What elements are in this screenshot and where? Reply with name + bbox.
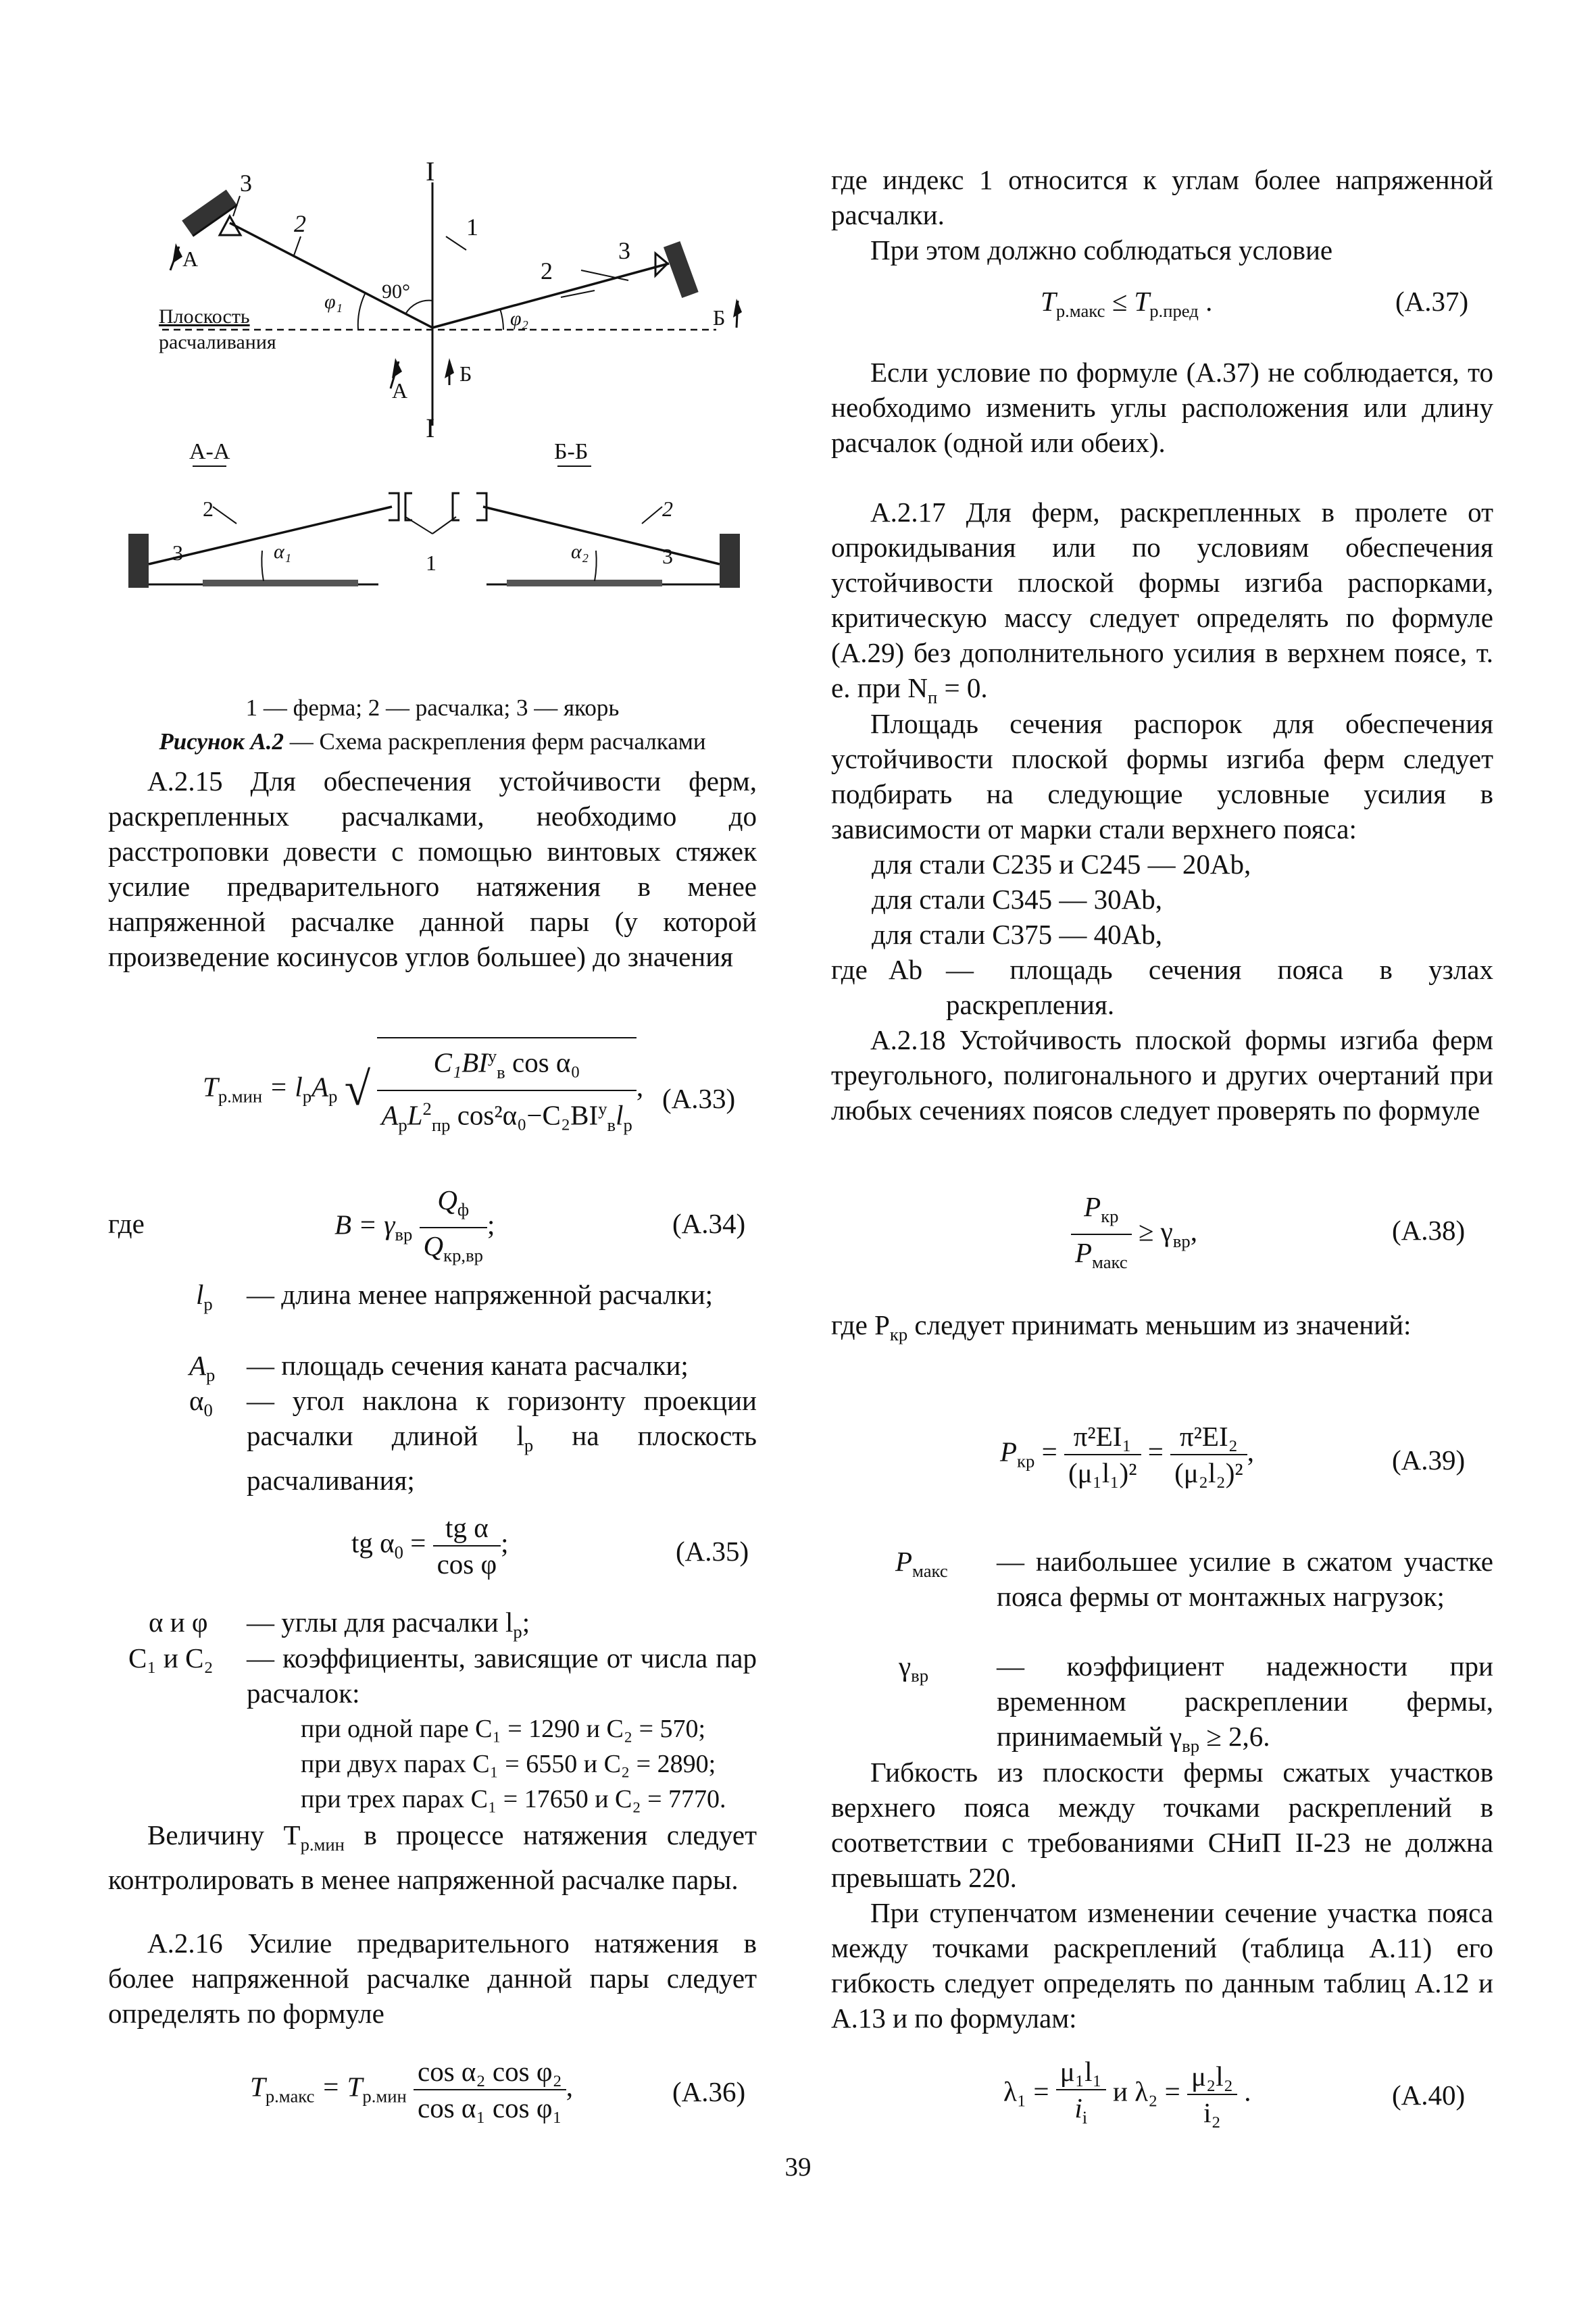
def-Pmax-sub: макс bbox=[912, 1561, 948, 1582]
eq39-den2: (μ₂l₂)² bbox=[1174, 1457, 1243, 1488]
paragraph-tr-min-control bbox=[108, 1817, 757, 1897]
def-gamma-symbol bbox=[899, 1649, 997, 1693]
eq33-den-sup2: у bbox=[598, 1098, 607, 1119]
eq40-den2: i₂ bbox=[1203, 2097, 1221, 2129]
c-values-line-2: при двух парах C₁ = 6550 и C₂ = 2890; bbox=[301, 1750, 716, 1778]
eq33-T: T bbox=[203, 1071, 218, 1103]
eq40-l1: λ₁ = bbox=[1003, 2076, 1056, 2107]
fig-label-phi1: φ₁ bbox=[324, 291, 343, 313]
def-a0-sub: 0 bbox=[203, 1400, 213, 1421]
eq33-l-sub: р bbox=[302, 1086, 312, 1107]
ab-where: где bbox=[831, 954, 868, 985]
formula-a33: $T_{р.мин} = l_рA_р$ √ $\frac{C_1BI^у_в \cos \alpha_0}{A_рL^2_{пр} \cos^2\alpha_0-C_2BI^у_вl_р}$ , bbox=[203, 1037, 643, 1142]
eq40-den1-sub: i bbox=[1082, 2107, 1088, 2128]
def-aphi-sub: р bbox=[513, 1621, 522, 1642]
eq38-den: P bbox=[1075, 1237, 1093, 1269]
def-Pmax-text: — наибольшее усилие в сжатом участке пояса фермы от монтажных нагрузок; bbox=[997, 1546, 1493, 1612]
eq33-A: A bbox=[311, 1071, 329, 1103]
eq33-T-sub: р.мин bbox=[218, 1086, 263, 1107]
eq34-den: Q bbox=[423, 1230, 444, 1262]
formula-a35 bbox=[351, 1510, 509, 1582]
eq38-fraction bbox=[1071, 1189, 1132, 1280]
eq34-fraction bbox=[420, 1182, 487, 1273]
formula-a40 bbox=[1003, 2054, 1251, 2135]
where-label: где bbox=[108, 1208, 145, 1239]
figure-legend: 1 — ферма; 2 — расчалка; 3 — якорь bbox=[245, 695, 620, 721]
fig-sec-alpha2: α₂ bbox=[571, 540, 589, 563]
eq38-tail: ≥ γ bbox=[1131, 1215, 1173, 1247]
eq34-lhs: B = γ bbox=[334, 1209, 395, 1240]
fig-label-B: Б bbox=[713, 305, 726, 330]
eq38-den-sub: макс bbox=[1092, 1252, 1128, 1273]
def-aphi-text-a: — углы для расчалки l bbox=[247, 1607, 514, 1638]
paragraph-a-2-17 bbox=[831, 495, 1493, 715]
eq-number-a35: (А.35) bbox=[676, 1536, 749, 1567]
fig-label-B-bottom: Б bbox=[459, 361, 472, 386]
fig-sec-3-left: 3 bbox=[172, 540, 183, 565]
eq34-tail: ; bbox=[487, 1209, 495, 1240]
formula-a36 bbox=[250, 2054, 573, 2126]
eq39-lhs-sub: кр bbox=[1017, 1451, 1035, 1472]
eq34-lhs-sub: вр bbox=[395, 1224, 413, 1244]
figure-caption-label: Рисунок А.2 bbox=[159, 728, 284, 755]
eq36-lhs: T bbox=[250, 2071, 266, 2103]
paragraph-condition: При этом должно соблюдаться условие bbox=[870, 234, 1333, 266]
steel-line-1: для стали С235 и С245 — 20Аb, bbox=[872, 849, 1251, 880]
paragraph-stepped-section: При ступенчатом изменении сечение участка пояса между точками раскреплений (таблица А.11) его гибкость следует определять по данным таблиц А.12 и А.13 и по формулам: bbox=[831, 1897, 1493, 2034]
eq37-b-sub: р.пред bbox=[1149, 301, 1199, 322]
p7-b: следует принимать меньшим из значений: bbox=[907, 1309, 1412, 1340]
eq38-tail-sub: вр bbox=[1172, 1230, 1191, 1251]
def-C-symbol: C₁ и C₂ bbox=[128, 1642, 214, 1674]
fig-sec-2-right: 2 bbox=[662, 497, 673, 521]
eq36-num: cos α₂ cos φ₂ bbox=[414, 2054, 566, 2090]
eq-number-a36: (А.36) bbox=[672, 2076, 746, 2107]
fig-plane-label: Плоскость bbox=[159, 305, 250, 328]
def-Ap-sub: р bbox=[206, 1365, 216, 1386]
eq33-den-L: L bbox=[407, 1099, 423, 1131]
eq-number-a39: (А.39) bbox=[1392, 1444, 1466, 1476]
def-gamma-text-a: — коэффициент надежности при временном раскреплении фермы, принимаемый γ bbox=[997, 1651, 1493, 1752]
eq35-num: tg α bbox=[433, 1510, 501, 1546]
def-lp-symbol bbox=[196, 1277, 243, 1322]
eq33-den-tail: cos²α₀−C₂BI bbox=[450, 1099, 599, 1131]
eq40-l2: λ₂ = bbox=[1134, 2076, 1188, 2107]
eq38-num-sub: кр bbox=[1101, 1206, 1119, 1227]
def-a0-sym: α bbox=[189, 1385, 204, 1416]
paragraph-a-2-16: А.2.16 Усилие предварительного натяжения в более напряженной расчалке данной пары следует определять по формуле bbox=[108, 1928, 757, 2029]
eq40-fraction-2 bbox=[1187, 2059, 1237, 2130]
figure-a2 bbox=[108, 155, 757, 696]
eq33-den-A: A bbox=[381, 1099, 399, 1131]
eq33-den-L-sup: 2 bbox=[422, 1098, 432, 1119]
eq40-and: и bbox=[1105, 2076, 1135, 2107]
def-lp-sub: р bbox=[203, 1294, 213, 1315]
p4-b: = 0. bbox=[937, 672, 988, 703]
anchor-left-top bbox=[182, 190, 237, 236]
eq36-den: cos α₁ cos φ₁ bbox=[418, 2092, 562, 2123]
def-a0-text-a: — угол наклона к горизонту проекции расчалки длиной l bbox=[247, 1385, 757, 1451]
p4-sub: п bbox=[927, 687, 938, 708]
fig-label-axis-I: I bbox=[426, 156, 435, 186]
def-lp-text: — длина менее напряженной расчалки; bbox=[247, 1279, 714, 1310]
eq-number-a40: (А.40) bbox=[1392, 2080, 1466, 2111]
fig-sec-1: 1 bbox=[426, 551, 437, 575]
def-aphi-symbol: α и φ bbox=[149, 1607, 208, 1638]
def-Pmax-sym: P bbox=[895, 1546, 913, 1577]
eq34-num-sub: ф bbox=[457, 1199, 470, 1220]
def-a0-text-b: на плоскость расчаливания; bbox=[247, 1420, 757, 1496]
eq36-fraction bbox=[414, 2054, 566, 2126]
figure-caption-text: — Схема раскрепления ферм расчалками bbox=[284, 728, 706, 755]
def-a0-text-sub: р bbox=[524, 1435, 534, 1456]
def-gamma-text bbox=[997, 1649, 1493, 1763]
def-C-text: — коэффициенты, зависящие от числа пар расчалок: bbox=[247, 1642, 757, 1709]
eq33-den-l-sub: р bbox=[623, 1114, 632, 1135]
def-Ap-text: — площадь сечения каната расчалки; bbox=[247, 1350, 689, 1381]
fig-section-BB: Б-Б bbox=[554, 439, 589, 464]
steel-line-3: для стали С375 — 40Аb, bbox=[872, 919, 1162, 950]
eq36-mid: = T bbox=[314, 2071, 363, 2103]
eq-number-a34: (А.34) bbox=[672, 1208, 746, 1239]
eq33-A-sub: р bbox=[328, 1086, 338, 1107]
fig-label-1: 1 bbox=[466, 213, 478, 241]
eq36-mid-sub: р.мин bbox=[362, 2086, 407, 2107]
eq39-num1: π²EI₁ bbox=[1064, 1419, 1141, 1455]
eq39-den1: (μ₁l₁)² bbox=[1068, 1457, 1137, 1488]
fig-label-90: 90° bbox=[382, 280, 410, 303]
fig-sec-3-right: 3 bbox=[662, 544, 673, 568]
p4-a: А.2.17 Для ферм, раскрепленных в пролете от опрокидывания или по условиям обеспечения устойчивости плоской формы изгиба распорками, критическую массу следует определять по формуле (А.29) без дополнительного усилия в верхнем поясе, т. е. при N bbox=[831, 497, 1493, 703]
fig-label-3: 3 bbox=[240, 170, 252, 197]
eq34-den-sub: кр,вр bbox=[443, 1245, 483, 1266]
def-gamma-sub: вр bbox=[911, 1665, 929, 1686]
eq40-den1: i bbox=[1074, 2092, 1082, 2123]
def-gamma-sym: γ bbox=[899, 1651, 912, 1682]
c-values-line-3: при трех парах C₁ = 17650 и C₂ = 7770. bbox=[301, 1785, 726, 1813]
eq37-tail: . bbox=[1198, 286, 1213, 317]
eq33-den-L-sub: пр bbox=[431, 1114, 451, 1135]
fig-section-AA: А-А bbox=[189, 439, 230, 464]
eq-number-a33: (А.33) bbox=[662, 1083, 736, 1114]
eq35-lhs: tg α bbox=[351, 1527, 395, 1559]
eq35-eq: = bbox=[403, 1527, 433, 1559]
def-Ap-sym: A bbox=[189, 1350, 207, 1381]
eq33-l: = l bbox=[262, 1071, 303, 1103]
p7-sub: кр bbox=[889, 1324, 908, 1345]
eq39-fraction-2 bbox=[1170, 1419, 1247, 1490]
p2-sub: р.мин bbox=[300, 1834, 345, 1855]
eq38-end: , bbox=[1190, 1215, 1197, 1247]
formula-a34 bbox=[334, 1182, 495, 1273]
fig-label-A-bottom: А bbox=[392, 378, 408, 403]
eq38-num: P bbox=[1084, 1191, 1101, 1222]
formula-a37 bbox=[1041, 284, 1212, 328]
eq33-den-l: l bbox=[616, 1099, 624, 1131]
fig-sec-alpha1: α₁ bbox=[274, 540, 292, 563]
figure-caption bbox=[108, 726, 757, 757]
formula-a39: $P_{кр}$ = $\frac{\text{π²EI₁}}{\text{(μ₁l₁)²}}$ = $\frac{\text{π²EI₂}}{\text{(μ₂l₂)²}}$ , bbox=[1000, 1419, 1254, 1490]
eq33-den-A-sub: р bbox=[398, 1114, 407, 1135]
eq34-num: Q bbox=[437, 1184, 457, 1215]
eq35-fraction bbox=[433, 1510, 501, 1582]
paragraph-if-not-met: Если условие по формуле (А.37) не соблюдается, то необходимо изменить углы расположения или длину расчалок (одной или обеих). bbox=[831, 357, 1493, 458]
eq35-lhs-sub: 0 bbox=[394, 1542, 403, 1563]
def-gamma-text-b: ≥ 2,6. bbox=[1199, 1721, 1270, 1752]
paragraph-a-2-15: А.2.15 Для обеспечения устойчивости ферм, раскрепленных расчалками, необходимо до расстроповки довести с помощью винтовых стяжек усилие предварительного натяжения в менее напряженной расчалке данной пары (у которой произведение косинусов углов большее) до значения bbox=[108, 765, 757, 972]
def-a0-text bbox=[247, 1383, 757, 1498]
fig-label-3-right: 3 bbox=[618, 237, 630, 264]
eq39-num2: π²EI₂ bbox=[1170, 1419, 1247, 1455]
formula-a38 bbox=[1071, 1189, 1197, 1280]
fig-label-A: А bbox=[182, 247, 199, 271]
paragraph-slenderness: Гибкость из плоскости фермы сжатых участков верхнего пояса между точками раскреплений в соответствии с требованиями СНиП II-23 не должна превышать 220. bbox=[831, 1757, 1493, 1893]
steel-line-2: для стали С345 — 30Аb, bbox=[872, 884, 1162, 915]
c-values-line-1: при одной паре C₁ = 1290 и C₂ = 570; bbox=[301, 1715, 706, 1743]
eq40-num2: μ₂l₂ bbox=[1187, 2059, 1237, 2095]
anchor-right-top bbox=[664, 241, 699, 298]
eq40-fraction-1 bbox=[1056, 2054, 1106, 2135]
def-aphi-end: ; bbox=[522, 1607, 530, 1638]
eq36-tail: , bbox=[566, 2071, 574, 2103]
paragraph-a-2-18: А.2.18 Устойчивость плоской формы изгиба ферм треугольного, полигонального и других очертаний при любых сечениях поясов следует проверять по формуле bbox=[831, 1024, 1493, 1126]
eq33-den-sub2: в bbox=[607, 1114, 616, 1135]
paragraph-pkr bbox=[831, 1307, 1493, 1352]
eq33-num: C₁BI bbox=[433, 1047, 488, 1078]
eq40-num1: μ₁l₁ bbox=[1056, 2054, 1106, 2090]
eq37-le: ≤ T bbox=[1105, 286, 1150, 317]
eq-number-a38: (А.38) bbox=[1392, 1215, 1466, 1246]
paragraph-index-note: где индекс 1 относится к углам более напряженной расчалки. bbox=[831, 164, 1493, 230]
eq33-comma: , bbox=[636, 1071, 644, 1103]
eq40-end: . bbox=[1237, 2076, 1251, 2107]
fig-label-2: 2 bbox=[294, 210, 306, 237]
eq37-a: T bbox=[1041, 286, 1056, 317]
eq37-a-sub: р.макс bbox=[1055, 301, 1105, 322]
eq-number-a37: (А.37) bbox=[1395, 286, 1469, 317]
eq33-fraction bbox=[377, 1037, 636, 1142]
page-number: 39 bbox=[784, 2153, 812, 2182]
eq39-lhs: P bbox=[1000, 1436, 1018, 1467]
p7-a: где P bbox=[831, 1309, 890, 1340]
def-a0-symbol bbox=[189, 1383, 243, 1428]
def-Pmax-symbol bbox=[895, 1544, 997, 1588]
def-gamma-text-sub: вр bbox=[1182, 1736, 1200, 1757]
eq39-fraction-1 bbox=[1064, 1419, 1141, 1490]
eq36-lhs-sub: р.макс bbox=[265, 2086, 315, 2107]
fig-label-2-right: 2 bbox=[541, 257, 553, 284]
eq35-tail: ; bbox=[501, 1527, 509, 1559]
fig-sec-2-left: 2 bbox=[203, 497, 214, 521]
fig-label-phi2: φ₂ bbox=[510, 307, 529, 330]
p2-a: Величину T bbox=[147, 1819, 301, 1851]
ab-text: — площадь сечения пояса в узлах раскрепления. bbox=[946, 954, 1493, 1020]
paragraph-strut-area: Площадь сечения распорок для обеспечения устойчивости плоской формы изгиба ферм следует подбирать на следующие условные усилия в зависимости от марки стали верхнего пояса: bbox=[831, 708, 1493, 845]
eq33-num-tail: cos α₀ bbox=[505, 1047, 580, 1078]
fig-plane-label-2: расчаливания bbox=[159, 331, 276, 353]
eq35-den: cos φ bbox=[437, 1549, 497, 1580]
p2-b: в процессе натяжения следует контролировать в менее напряженной расчалке пары. bbox=[108, 1819, 757, 1896]
ab-symbol: Аb bbox=[889, 954, 923, 985]
fig-label-axis-I-bottom: I bbox=[426, 413, 435, 443]
def-lp-sym: l bbox=[196, 1279, 204, 1310]
eq33-num-sup: у bbox=[487, 1046, 497, 1066]
eq33-num-sub: в bbox=[497, 1061, 505, 1082]
